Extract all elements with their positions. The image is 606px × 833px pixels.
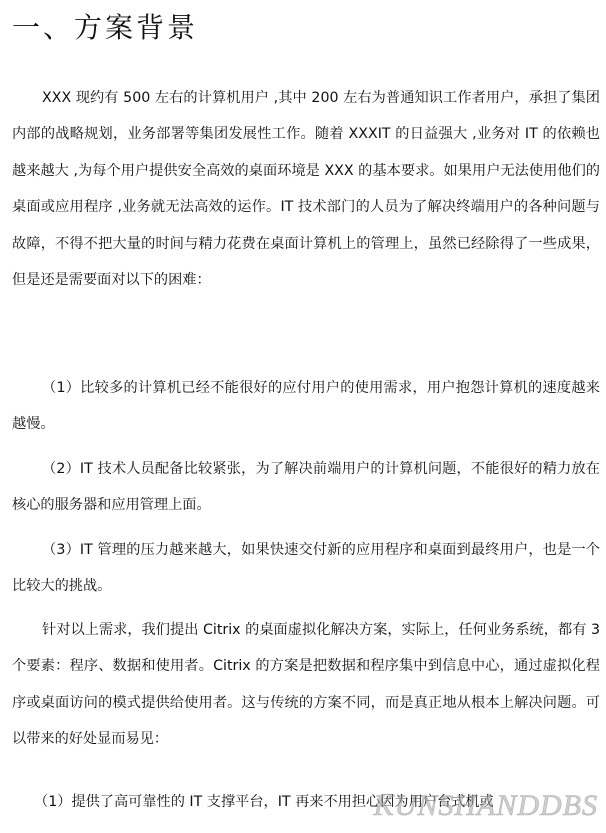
difficulty-item-1: （1）比较多的计算机已经不能很好的应付用户的使用需求，用户抱怨计算机的速度越来越慢。 [12, 380, 600, 433]
watermark-logo: KUNSHANDDBS [373, 789, 598, 822]
difficulty-item-2: （2）IT 技术人员配备比较紧张，为了解决前端用户的计算机问题，不能很好的精力放在核心的服务器和应用管理上面。 [12, 461, 600, 514]
solution-paragraph: 针对以上需求，我们提出 Citrix 的桌面虚拟化解决方案，实际上，任何业务系统，都有 3 个要素：程序、数据和使用者。Citrix 的方案是把数据和程序集中到信息中心，通过虚拟化程序或桌面访问的模式提供给使用者。这与传统的方案不同，而是真正地从根本上解决问题。可以带来的好处显而易见： [12, 622, 600, 748]
difficulty-item-3: （3）IT 管理的压力越来越大，如果快速交付新的应用程序和桌面到最终用户，也是一个比较大的挑战。 [12, 542, 600, 595]
benefit-item-1: （1）提供了高可靠性的 IT 支撑平台，IT 再来不用担心因为用户台式机或 [34, 794, 494, 810]
section-heading: 一、方案背景 [12, 11, 199, 44]
background-paragraph: XXX 现约有 500 左右的计算机用户 ,其中 200 左右为普通知识工作者用户，承担了集团内部的战略规划，业务部署等集团发展性工作。随着 XXXIT 的日益强大 ,业务对 IT 的依赖也越来越大 ,为每个用户提供安全高效的桌面环境是 XXX 的基本要求。如果用户无法使用他们的桌面或应用程序 ,业务就无法高效的运作。IT 技术部门的人员为了解决终端用户的各种问题与故障，不得不把大量的时间与精力花费在桌面计算机上的管理上，虽然已经除得了一些成果，但是还是需要面对以下的困难： [12, 90, 600, 289]
